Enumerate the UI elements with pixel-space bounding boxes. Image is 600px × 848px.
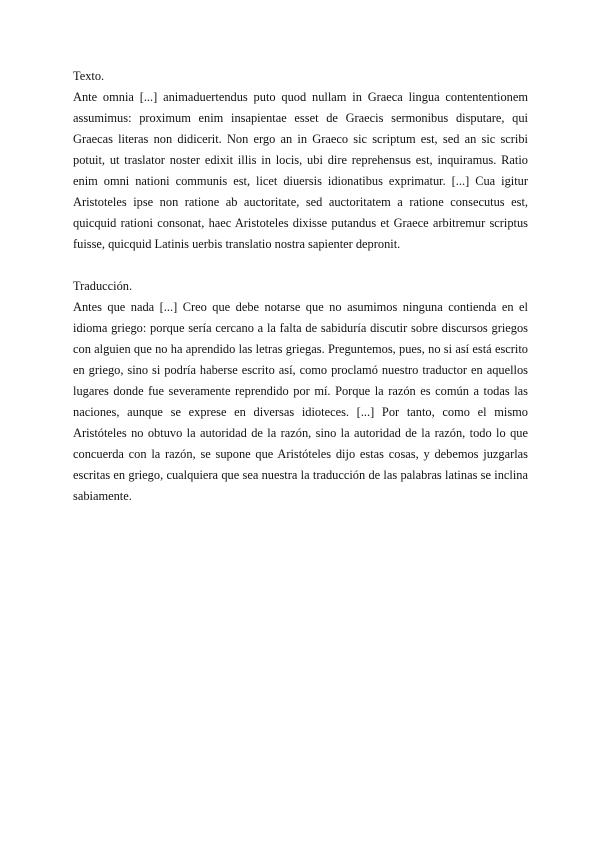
- translation-heading: Traducción.: [73, 279, 133, 293]
- latin-text-heading: Texto.: [73, 69, 105, 83]
- translation-section: [73, 276, 528, 507]
- latin-text-paragraph: Ante omnia [...] animaduertendus puto quod nullam in Graeca lingua contententionem assumimus: proximum enim insapientae esset de Graecis sermonibus disputare, qui Graecas literas non didicerit. Non ergo an in Graeco sic scriptum est, sed an sic scribi potuit, ut traslator noster edixit illis in locis, ubi dire reprehensus est, inquiramus. Ratio enim omni nationi communis est, licet diuersis idionatibus exprimatur. [...] Cua igitur Aristoteles ipse non ratione ab auctoritate, sed auctoritatem a ratione consecutus est, quicquid rationi consonat, haec Aristoteles dixisse putandus et Graece arbitremur scriptus fuisse, quicquid Latinis uerbis translatio nostra sapienter depronit.: [73, 90, 528, 251]
- translation-paragraph: Antes que nada [...] Creo que debe notarse que no asumimos ninguna contienda en el idioma griego: porque sería cercano a la falta de sabiduría discutir sobre discursos griegos con alguien que no ha aprendido las letras griegas. Preguntemos, pues, no si así está escrito en griego, sino si podría haberse escrito así, como proclamó nuestro traductor en aquellos lugares donde fue severamente reprendido por mí. Porque la razón es común a todas las naciones, aunque se exprese en diversas idioteces. [...] Por tanto, como el mismo Aristóteles no obtuvo la autoridad de la razón, sino la autoridad de la razón, todo lo que concuerda con la razón, se supone que Aristóteles dijo estas cosas, y debemos juzgarlas escritas en griego, cualquiera que sea nuestra la traducción de las palabras latinas se inclina sabiamente.: [73, 300, 528, 503]
- latin-text-section: [73, 66, 528, 255]
- document-page: [73, 66, 528, 507]
